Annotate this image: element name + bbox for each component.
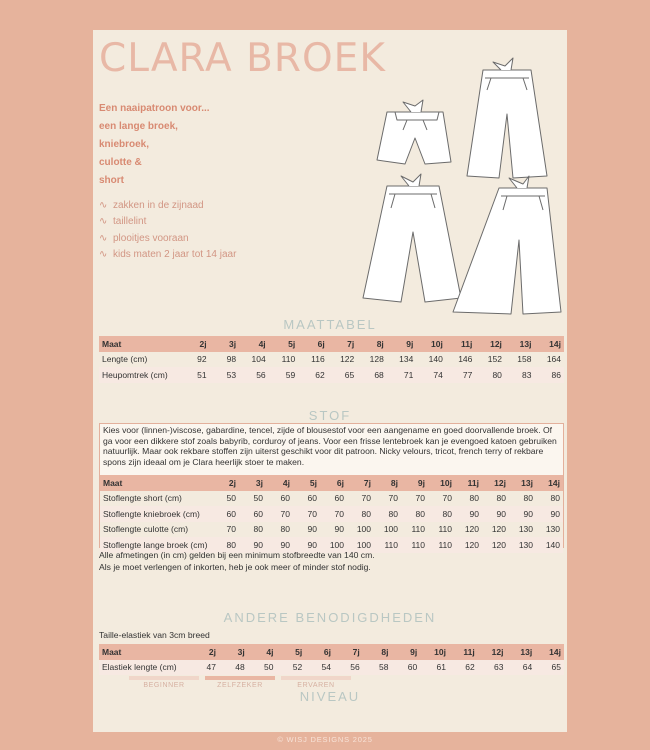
table-header-cell: Maat <box>99 336 180 352</box>
wave-bullet-icon: ∿ <box>99 199 108 211</box>
table-header-cell: 12j <box>478 644 507 660</box>
wave-bullet-icon: ∿ <box>99 249 108 261</box>
table-header-cell: Maat <box>100 475 212 491</box>
pattern-sheet <box>93 30 567 732</box>
table-cell: 134 <box>387 352 417 368</box>
table-header-cell: 5j <box>293 475 320 491</box>
table-cell: 59 <box>269 367 299 383</box>
table-row <box>100 506 563 522</box>
table-cell: 100 <box>374 522 401 538</box>
fabric-note: Als je moet verlengen of inkorten, heb je ook meer of minder stof nodig. <box>99 562 371 572</box>
table-row <box>99 367 564 383</box>
table-header-cell: 9j <box>387 336 417 352</box>
table-cell: 64 <box>506 660 535 676</box>
table-cell: 50 <box>239 491 266 507</box>
table-cell: 98 <box>210 352 240 368</box>
table-cell: 110 <box>269 352 299 368</box>
table-cell: 110 <box>428 522 455 538</box>
table-cell: 120 <box>482 522 509 538</box>
table-cell: Stoflengte culotte (cm) <box>100 522 212 538</box>
table-header-cell: 2j <box>212 475 239 491</box>
table-cell: 63 <box>478 660 507 676</box>
table-cell: 80 <box>455 491 482 507</box>
level-option-ervaren <box>281 676 351 689</box>
table-header-row <box>100 475 563 491</box>
table-cell: 58 <box>363 660 392 676</box>
supplies-caption: Taille-elastiek van 3cm breed <box>99 630 210 640</box>
table-cell: 62 <box>449 660 478 676</box>
table-header-cell: 8j <box>363 644 392 660</box>
table-cell: 60 <box>239 506 266 522</box>
table-cell: 80 <box>401 506 428 522</box>
table-header-cell: 10j <box>420 644 449 660</box>
fabric-table <box>100 475 563 553</box>
table-cell: 130 <box>536 522 563 538</box>
table-cell: 65 <box>535 660 564 676</box>
table-cell: 70 <box>266 506 293 522</box>
level-option-beginner <box>129 676 199 689</box>
table-header-cell: 6j <box>298 336 328 352</box>
table-header-cell: 4j <box>248 644 277 660</box>
table-cell: 104 <box>239 352 269 368</box>
table-row <box>100 522 563 538</box>
table-cell: Heupomtrek (cm) <box>99 367 180 383</box>
table-cell: 56 <box>334 660 363 676</box>
intro-line: short <box>99 175 124 186</box>
fabric-note: Alle afmetingen (in cm) gelden bij een minimum stofbreedte van 140 cm. <box>99 550 375 560</box>
table-cell: Stoflengte short (cm) <box>100 491 212 507</box>
table-header-cell: 14j <box>536 475 563 491</box>
table-header-cell: 8j <box>374 475 401 491</box>
table-row <box>100 491 563 507</box>
intro-text <box>99 100 259 190</box>
fabric-box <box>99 423 564 548</box>
table-cell: 83 <box>505 367 535 383</box>
table-cell: 53 <box>210 367 240 383</box>
table-cell: 60 <box>212 506 239 522</box>
table-cell: 80 <box>347 506 374 522</box>
table-cell: 80 <box>475 367 505 383</box>
table-cell: 90 <box>536 506 563 522</box>
section-title-fabric: STOF <box>308 408 352 423</box>
table-header-cell: 14j <box>534 336 564 352</box>
table-cell: 140 <box>536 537 563 553</box>
table-cell: 68 <box>357 367 387 383</box>
feature-label: zakken in de zijnaad <box>113 199 204 211</box>
section-title-level: NIVEAU <box>299 689 361 704</box>
table-cell: 100 <box>347 522 374 538</box>
table-header-cell: 11j <box>455 475 482 491</box>
table-header-cell: 10j <box>428 475 455 491</box>
table-header-cell: 4j <box>266 475 293 491</box>
table-cell: 60 <box>320 491 347 507</box>
level-label: BEGINNER <box>143 682 185 689</box>
table-header-cell: 12j <box>482 475 509 491</box>
table-header-cell: 9j <box>401 475 428 491</box>
level-indicator <box>129 676 351 689</box>
table-cell: 120 <box>455 522 482 538</box>
table-cell: 50 <box>212 491 239 507</box>
table-header-cell: 12j <box>475 336 505 352</box>
table-header-cell: 4j <box>239 336 269 352</box>
table-cell: 80 <box>509 491 536 507</box>
table-cell: 158 <box>505 352 535 368</box>
table-header-cell: 14j <box>535 644 564 660</box>
table-cell: 100 <box>347 537 374 553</box>
table-header-cell: 5j <box>276 644 305 660</box>
table-header-cell: 6j <box>320 475 347 491</box>
page-title: CLARA BROEK <box>99 36 386 81</box>
table-cell: 128 <box>357 352 387 368</box>
table-cell: 164 <box>534 352 564 368</box>
table-header-cell: 13j <box>509 475 536 491</box>
table-row <box>99 352 564 368</box>
table-header-cell: 5j <box>269 336 299 352</box>
feature-list <box>99 197 299 263</box>
level-option-zelfzeker <box>205 676 275 689</box>
table-cell: 60 <box>391 660 420 676</box>
table-header-row <box>99 644 564 660</box>
table-cell: 80 <box>428 506 455 522</box>
table-cell: Lengte (cm) <box>99 352 180 368</box>
table-cell: 48 <box>219 660 248 676</box>
table-cell: 152 <box>475 352 505 368</box>
table-cell: 56 <box>239 367 269 383</box>
feature-label: kids maten 2 jaar tot 14 jaar <box>113 249 237 261</box>
table-cell: 80 <box>482 491 509 507</box>
table-cell: Stoflengte lange broek (cm) <box>100 537 212 553</box>
table-cell: 146 <box>446 352 476 368</box>
table-header-cell: 11j <box>446 336 476 352</box>
table-cell: 80 <box>266 522 293 538</box>
table-cell: 74 <box>416 367 446 383</box>
table-cell: 140 <box>416 352 446 368</box>
table-cell: 70 <box>320 506 347 522</box>
section-title-size: MAATTABEL <box>283 317 377 332</box>
table-header-cell: 9j <box>391 644 420 660</box>
feature-item <box>99 197 299 214</box>
table-header-cell: 11j <box>449 644 478 660</box>
table-cell: 50 <box>248 660 277 676</box>
table-cell: 70 <box>374 491 401 507</box>
table-cell: 90 <box>320 522 347 538</box>
feature-item <box>99 230 299 247</box>
table-cell: 90 <box>293 522 320 538</box>
table-cell: 80 <box>212 537 239 553</box>
table-cell: 54 <box>305 660 334 676</box>
table-header-cell: 7j <box>347 475 374 491</box>
intro-line: culotte & <box>99 157 142 168</box>
table-cell: 61 <box>420 660 449 676</box>
table-cell: 70 <box>347 491 374 507</box>
table-cell: 130 <box>509 522 536 538</box>
table-cell: 70 <box>293 506 320 522</box>
table-cell: 47 <box>190 660 219 676</box>
table-header-cell: 13j <box>505 336 535 352</box>
table-cell: 130 <box>509 537 536 553</box>
table-cell: 70 <box>428 491 455 507</box>
garment-illustration <box>351 50 567 320</box>
table-cell: 80 <box>536 491 563 507</box>
intro-line: een lange broek, <box>99 121 178 132</box>
table-cell: 110 <box>374 537 401 553</box>
table-cell: 100 <box>320 537 347 553</box>
table-cell: 120 <box>482 537 509 553</box>
table-cell: Stoflengte kniebroek (cm) <box>100 506 212 522</box>
intro-line: kniebroek, <box>99 139 150 150</box>
copyright-footer: © WISJ DESIGNS 2025 <box>277 735 373 744</box>
level-bar <box>281 676 351 680</box>
elastic-table <box>99 644 564 675</box>
feature-item <box>99 247 299 264</box>
table-cell: 110 <box>428 537 455 553</box>
feature-label: taillelint <box>113 216 147 228</box>
size-table <box>99 336 564 383</box>
table-cell: 86 <box>534 367 564 383</box>
wave-bullet-icon: ∿ <box>99 232 108 244</box>
table-header-cell: Maat <box>99 644 190 660</box>
table-row <box>99 660 564 676</box>
table-cell: 90 <box>239 537 266 553</box>
table-cell: 110 <box>401 522 428 538</box>
table-cell: Elastiek lengte (cm) <box>99 660 190 676</box>
table-cell: 90 <box>293 537 320 553</box>
table-header-cell: 7j <box>334 644 363 660</box>
table-cell: 110 <box>401 537 428 553</box>
table-header-cell: 2j <box>190 644 219 660</box>
table-header-cell: 3j <box>219 644 248 660</box>
table-cell: 70 <box>401 491 428 507</box>
feature-item <box>99 214 299 231</box>
table-cell: 65 <box>328 367 358 383</box>
table-cell: 122 <box>328 352 358 368</box>
intro-line: Een naaipatroon voor... <box>99 103 210 114</box>
feature-label: plooitjes vooraan <box>113 232 189 244</box>
table-header-cell: 8j <box>357 336 387 352</box>
table-header-cell: 3j <box>210 336 240 352</box>
section-title-supplies: ANDERE BENODIGDHEDEN <box>223 610 437 625</box>
table-header-cell: 13j <box>506 644 535 660</box>
level-bar <box>129 676 199 680</box>
table-header-cell: 6j <box>305 644 334 660</box>
table-cell: 90 <box>266 537 293 553</box>
table-cell: 60 <box>293 491 320 507</box>
table-cell: 71 <box>387 367 417 383</box>
table-cell: 51 <box>180 367 210 383</box>
table-cell: 116 <box>298 352 328 368</box>
table-header-cell: 7j <box>328 336 358 352</box>
table-cell: 90 <box>509 506 536 522</box>
table-cell: 90 <box>482 506 509 522</box>
level-label: ERVAREN <box>297 682 335 689</box>
table-cell: 70 <box>212 522 239 538</box>
table-cell: 60 <box>266 491 293 507</box>
table-header-cell: 10j <box>416 336 446 352</box>
fabric-description: Kies voor (linnen-)viscose, gabardine, tencel, zijde of blousestof voor een aangename en goed doorvallende broek. Of ga voor een dikkere stof zoals babyrib, corduroy of jeans. Voor een frisse lentebroek kan je evengoed katoen gebruiken natuurlijk. Maar ook rekbare stoffen zijn uiterst geschikt voor dit patroon. Nicky velours, tricot, french terry of rekbare spons zijn ideaal om je Clara heerlijk stoer te maken. <box>103 425 557 467</box>
table-cell: 92 <box>180 352 210 368</box>
table-cell: 80 <box>239 522 266 538</box>
table-cell: 120 <box>455 537 482 553</box>
table-header-cell: 3j <box>239 475 266 491</box>
table-cell: 62 <box>298 367 328 383</box>
wave-bullet-icon: ∿ <box>99 216 108 228</box>
table-cell: 52 <box>276 660 305 676</box>
level-label: ZELFZEKER <box>217 682 263 689</box>
table-header-row <box>99 336 564 352</box>
level-bar <box>205 676 275 680</box>
table-cell: 80 <box>374 506 401 522</box>
table-cell: 90 <box>455 506 482 522</box>
table-cell: 77 <box>446 367 476 383</box>
table-header-cell: 2j <box>180 336 210 352</box>
